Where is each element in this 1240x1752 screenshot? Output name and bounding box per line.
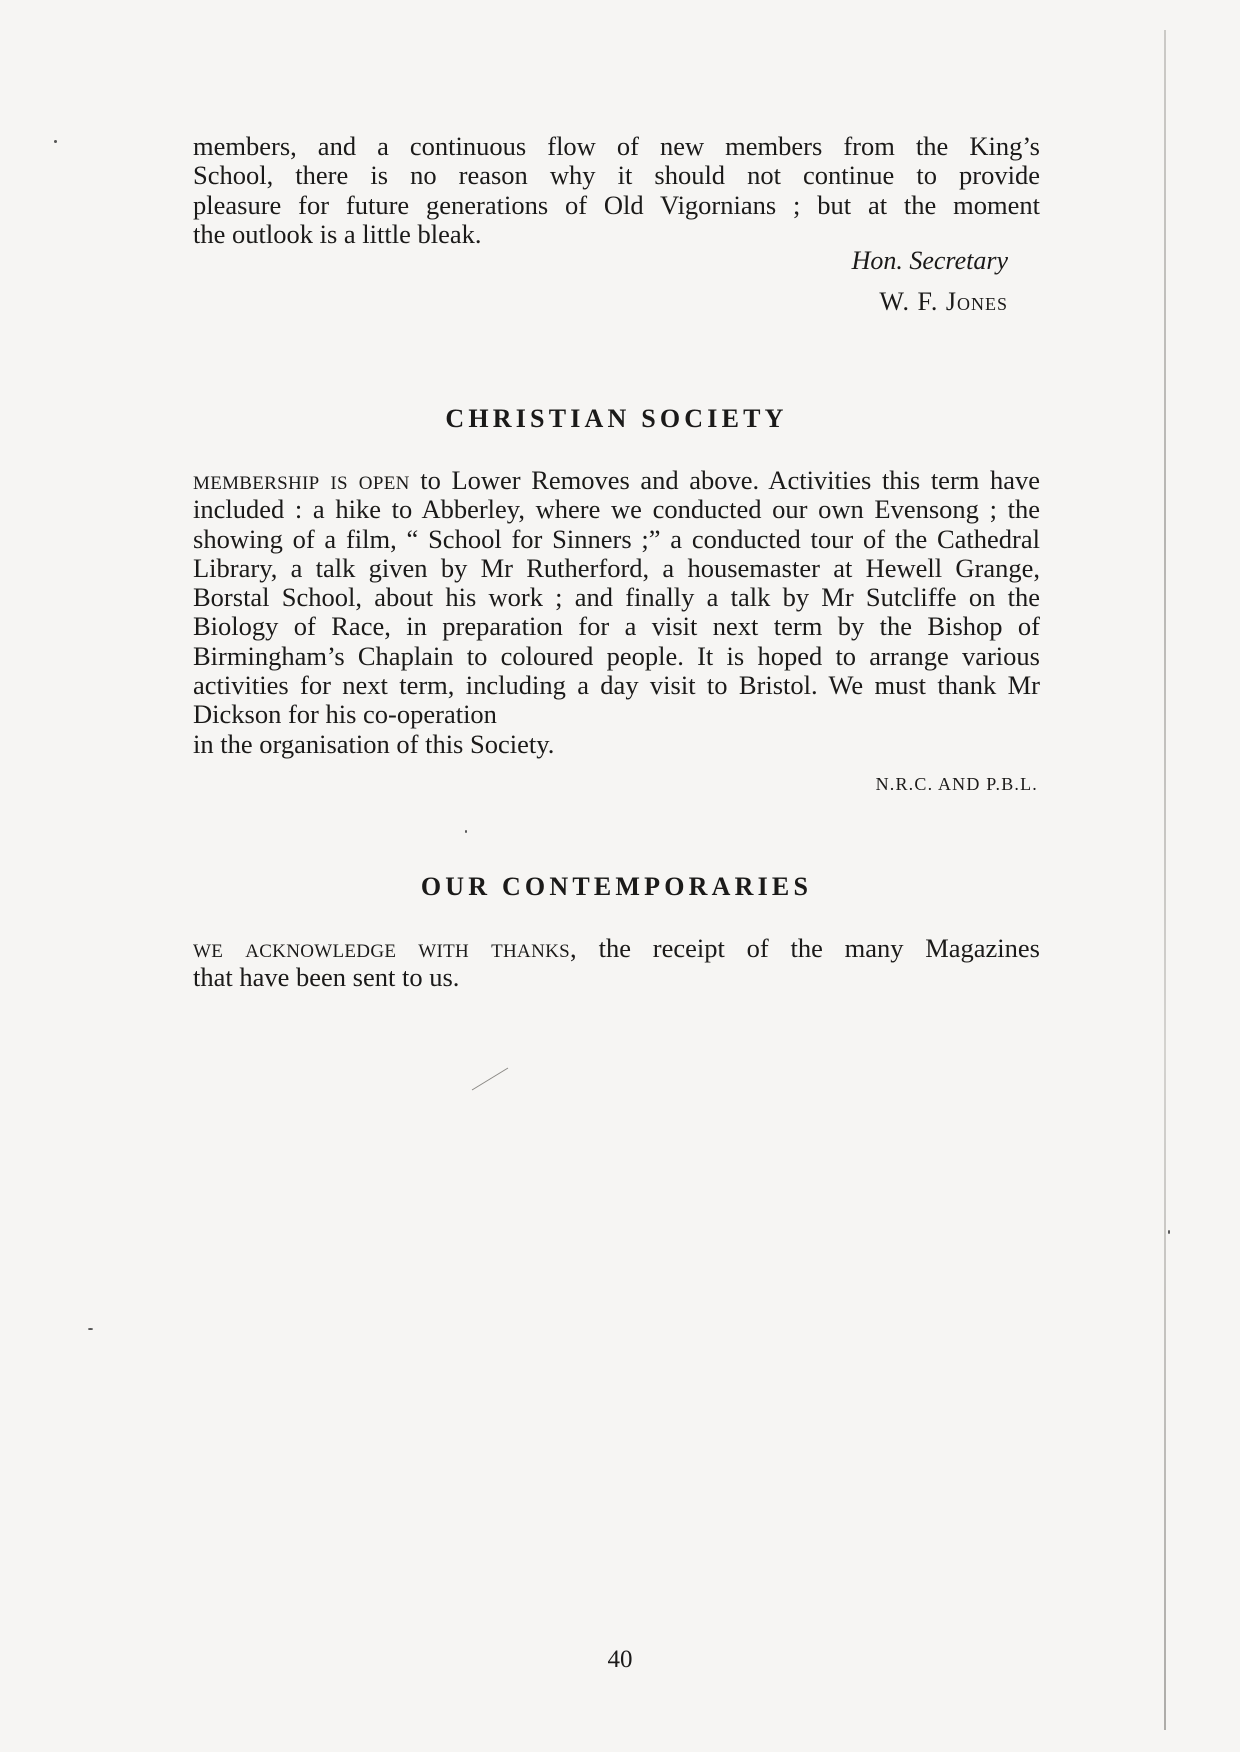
scan-stray-mark xyxy=(470,1066,510,1092)
christian-society-last-line: in the organisation of this Society. xyxy=(193,728,555,759)
opening-paragraph xyxy=(193,132,1040,249)
signoff-name xyxy=(879,287,1008,317)
opening-line-3: pleasure for future generations of Old Vigornians ; but at the moment xyxy=(193,189,1040,220)
christian-society-text: to Lower Removes and above. Activities this term have included : a hike to Abberley, where we conducted our own Evensong ; the showing of a film, “ School for Sinners ;” a conducted tour of the Cathedral Library, a talk given by Mr Rutherford, a housemaster at Hewell Grange, Borstal School, about his work ; and finally a talk by Mr Sutcliffe on the Biology of Race, in preparation for a visit next term by the Bishop of Birmingham’s Chaplain to coloured people. It is hoped to arrange various activities for next term, including a day visit to Bristol. We must thank Mr Dickson for his co-operation xyxy=(193,465,1041,730)
our-contemporaries-text: the receipt of the many Magazines xyxy=(576,933,1040,963)
our-contemporaries-paragraph xyxy=(193,934,1040,993)
scan-speck xyxy=(88,1328,93,1330)
page-number: 40 xyxy=(607,1646,633,1673)
christian-society-paragraph xyxy=(193,466,1040,759)
our-contemporaries-lead-in: we acknowledge with thanks, xyxy=(193,933,577,963)
opening-line-1: members, and a continuous flow of new members from the King’s xyxy=(193,131,1040,161)
signoff-role: Hon. Secretary xyxy=(851,246,1008,275)
christian-society-initials: N.R.C. AND P.B.L. xyxy=(875,774,1038,794)
signoff-name-rest: ones xyxy=(956,287,1008,316)
christian-society-lead-in: membership is open xyxy=(193,465,410,495)
our-contemporaries-heading: OUR CONTEMPORARIES xyxy=(420,872,813,901)
our-contemporaries-last-line: that have been sent to us. xyxy=(193,962,460,993)
scan-speck xyxy=(1168,1230,1170,1234)
scan-speck xyxy=(465,830,467,833)
christian-society-heading: CHRISTIAN SOCIETY xyxy=(445,404,788,433)
scan-edge-line xyxy=(1164,30,1166,1730)
opening-line-2: School, there is no reason why it should not continue to provide xyxy=(193,160,1040,191)
our-contemporaries-body xyxy=(193,934,1040,963)
scan-speck xyxy=(54,140,57,143)
signoff-name-initials: W. F. J xyxy=(879,287,957,316)
opening-line-4: the outlook is a little bleak. xyxy=(193,218,482,249)
christian-society-body xyxy=(193,466,1040,730)
